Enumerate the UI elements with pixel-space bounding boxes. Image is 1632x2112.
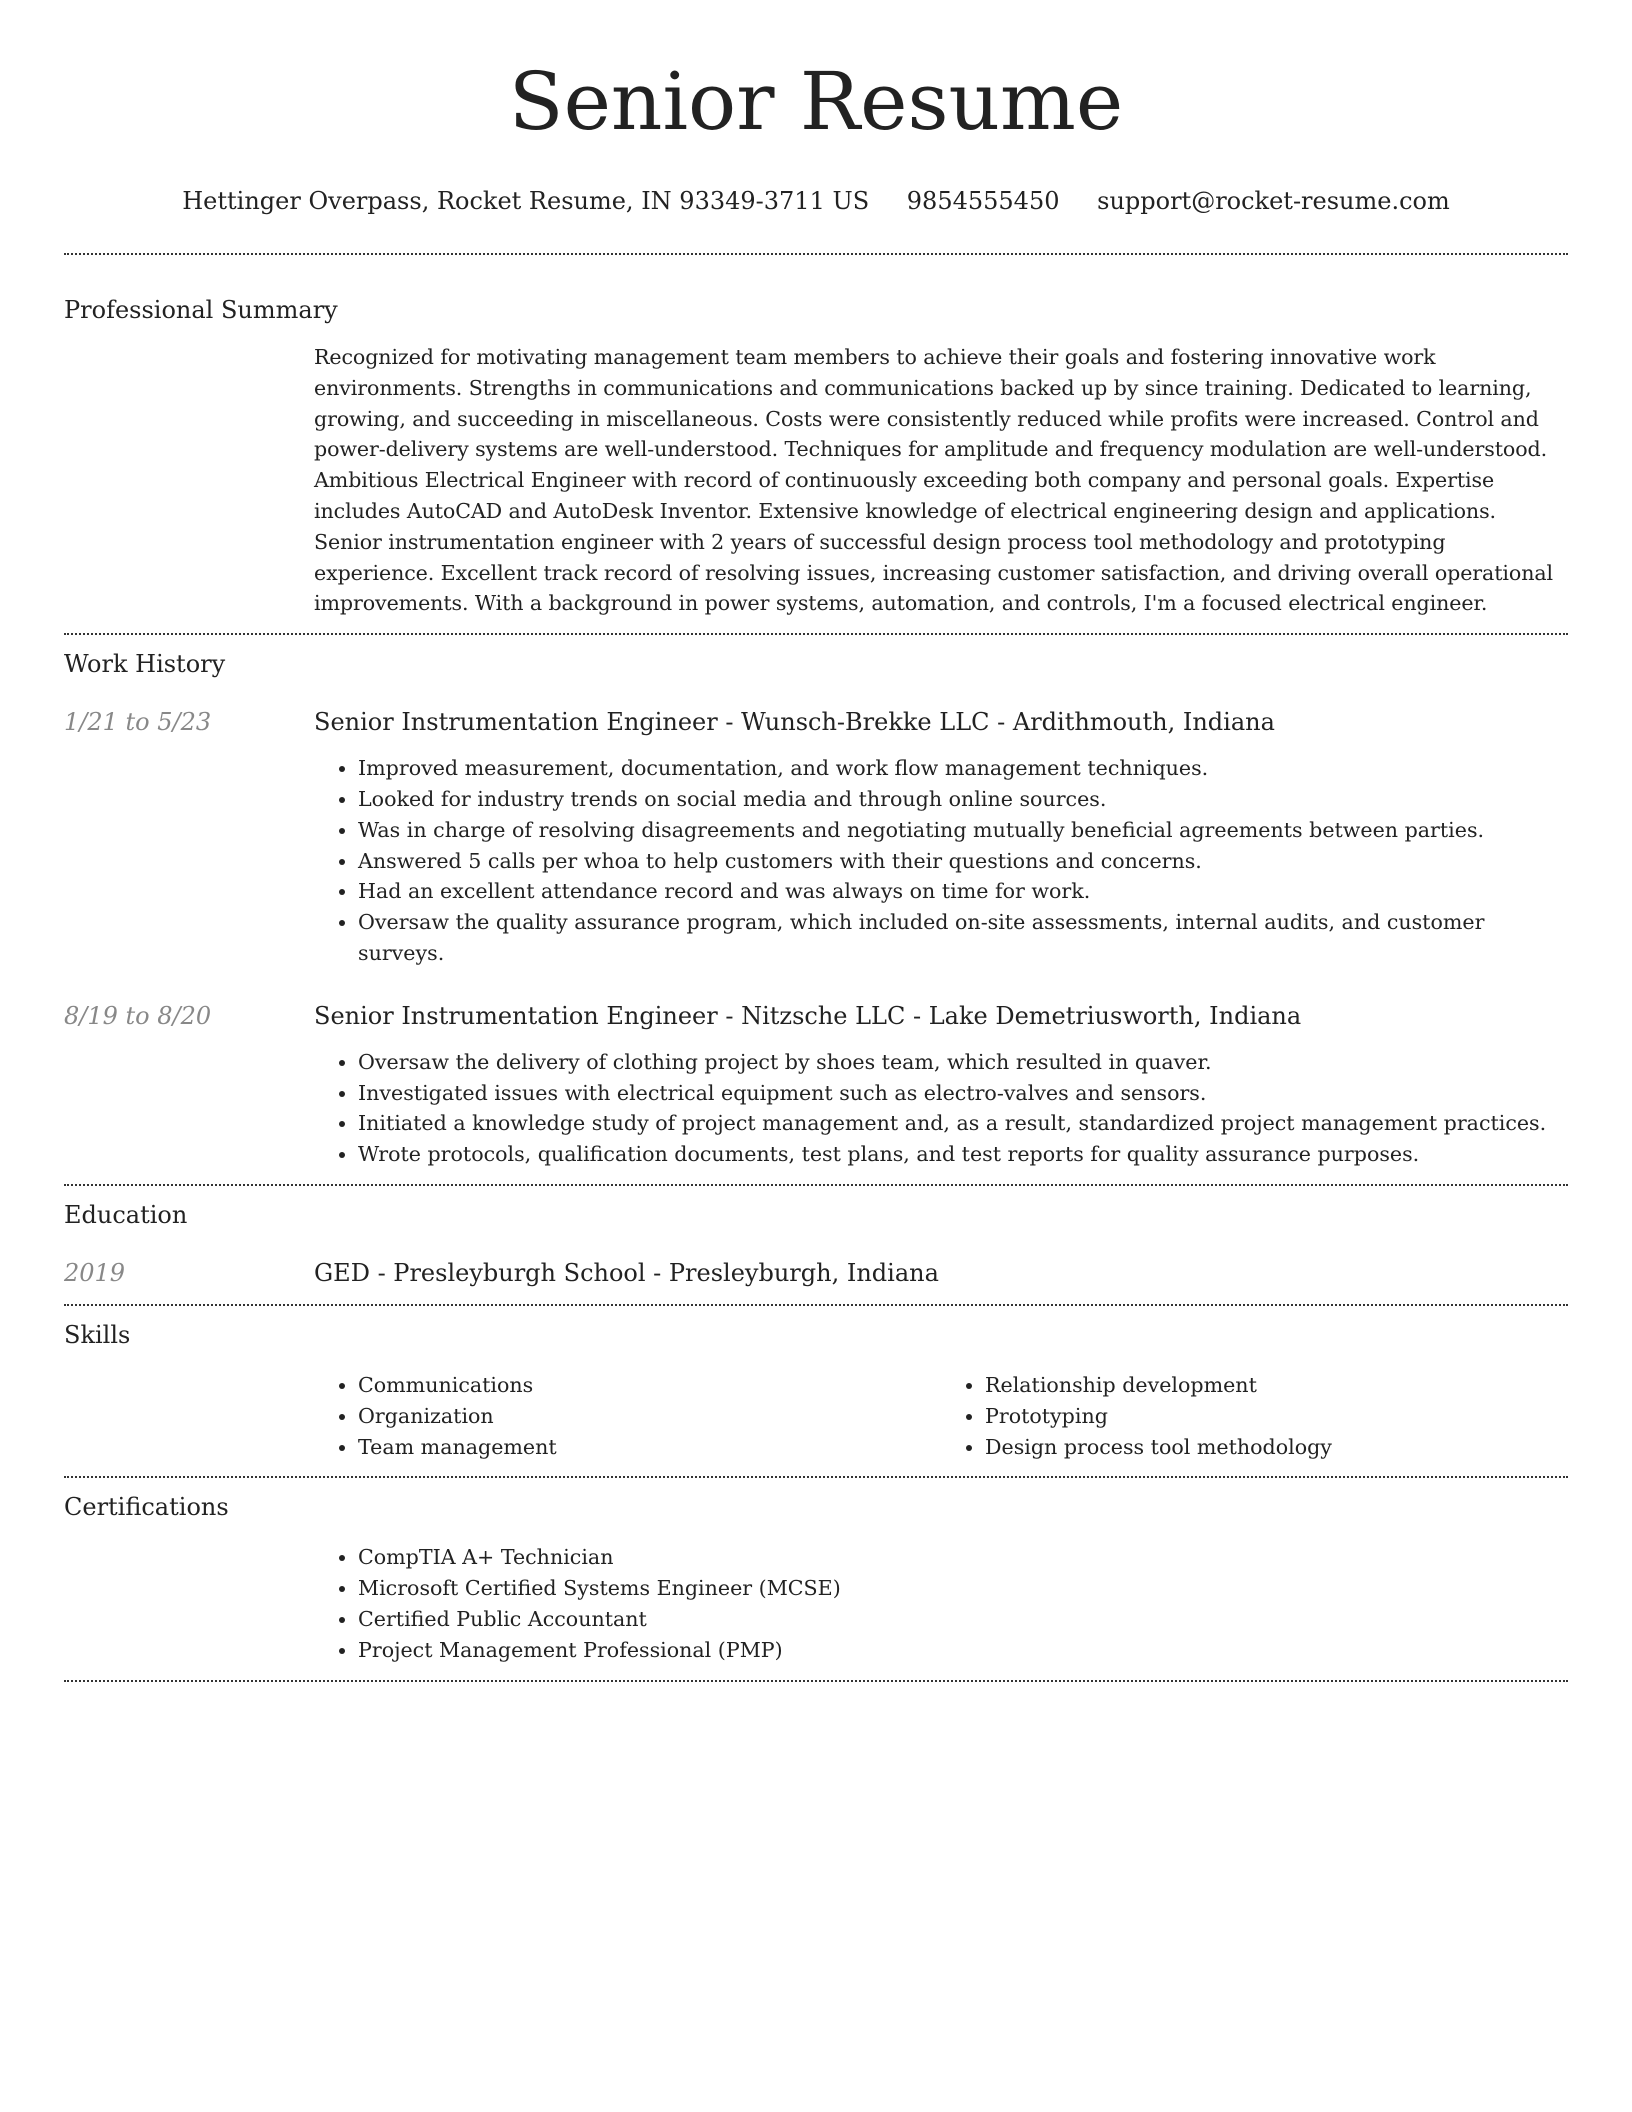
education-year: 2019	[64, 1258, 126, 1287]
job-dates: 8/19 to 8/20	[64, 1001, 212, 1030]
divider	[64, 1184, 1568, 1186]
job-entry	[64, 999, 1568, 1170]
job-entry	[64, 705, 1568, 969]
skills-list-left	[314, 1370, 941, 1462]
divider	[64, 1476, 1568, 1478]
skills-list-right	[941, 1370, 1568, 1462]
list-item: • Wrote protocols, qualification documents, test plans, and test reports for quality assurance purposes.	[358, 1139, 1568, 1170]
divider	[64, 1680, 1568, 1682]
list-item: • Initiated a knowledge study of project management and, as a result, standardized project management practices.	[358, 1108, 1568, 1139]
contact-address: Hettinger Overpass, Rocket Resume, IN 93349-3711 US	[182, 187, 870, 215]
list-item: • Relationship development	[985, 1370, 1568, 1401]
list-item: • Microsoft Certified Systems Engineer (MCSE)	[358, 1573, 1568, 1604]
list-item: • Answered 5 calls per whoa to help customers with their questions and concerns.	[358, 846, 1568, 877]
contact-email: support@rocket-resume.com	[1097, 187, 1450, 215]
list-item: • CompTIA A+ Technician	[358, 1542, 1568, 1573]
divider	[64, 633, 1568, 635]
resume-page	[64, 0, 1568, 1682]
section-title: Certifications	[64, 1493, 229, 1522]
list-item: • Team management	[358, 1432, 941, 1463]
list-item: • Oversaw the quality assurance program, which included on-site assessments, internal audits, and customer surveys.	[358, 907, 1568, 969]
list-item: • Investigated issues with electrical equipment such as electro-valves and sensors.	[358, 1078, 1568, 1109]
list-item: • Looked for industry trends on social media and through online sources.	[358, 784, 1568, 815]
list-item: • Communications	[358, 1370, 941, 1401]
certifications-list	[314, 1542, 1568, 1665]
job-title: Senior Instrumentation Engineer - Nitzsche LLC - Lake Demetriusworth, Indiana	[314, 1001, 1302, 1030]
section-title: Professional Summary	[64, 296, 338, 324]
job-title: Senior Instrumentation Engineer - Wunsch-Brekke LLC - Ardithmouth, Indiana	[314, 708, 1275, 737]
list-item: • Organization	[358, 1401, 941, 1432]
list-item: • Improved measurement, documentation, and work flow management techniques.	[358, 753, 1568, 784]
list-item: • Prototyping	[985, 1401, 1568, 1432]
list-item: • Oversaw the delivery of clothing project by shoes team, which resulted in quaver.	[358, 1047, 1568, 1078]
summary-section	[64, 293, 1568, 619]
section-title: Work History	[64, 650, 226, 679]
divider	[64, 1304, 1568, 1306]
job-bullets	[314, 753, 1568, 969]
skills-section	[64, 1318, 1568, 1462]
job-dates: 1/21 to 5/23	[64, 708, 212, 737]
contact-phone: 9854555450	[906, 187, 1060, 215]
list-item: • Project Management Professional (PMP)	[358, 1635, 1568, 1666]
certifications-section	[64, 1490, 1568, 1665]
divider	[64, 253, 1568, 255]
list-item: • Certified Public Accountant	[358, 1604, 1568, 1635]
contact-line	[64, 184, 1568, 218]
list-item: • Was in charge of resolving disagreements and negotiating mutually beneficial agreements between parties.	[358, 815, 1568, 846]
section-title: Skills	[64, 1320, 131, 1349]
job-bullets	[314, 1047, 1568, 1170]
work-history-section	[64, 647, 1568, 1170]
list-item: • Design process tool methodology	[985, 1432, 1568, 1463]
section-title: Education	[64, 1200, 188, 1229]
list-item: • Had an excellent attendance record and was always on time for work.	[358, 876, 1568, 907]
education-entry: GED - Presleyburgh School - Presleyburgh, Indiana	[314, 1258, 939, 1287]
education-section	[64, 1198, 1568, 1290]
summary-text: Recognized for motivating management team members to achieve their goals and fostering innovative work environments. Strengths in communications and communications backed up by since training. Dedicated to learning, growing, and succeeding in miscellaneous. Costs were consistently reduced while profits were increased. Control and power-delivery systems are well-understood. Techniques for amplitude and frequency modulation are well-understood. Ambitious Electrical Engineer with record of continuously exceeding both company and personal goals. Expertise includes AutoCAD and AutoDesk Inventor. Extensive knowledge of electrical engineering design and applications. Senior instrumentation engineer with 2 years of successful design process tool methodology and prototyping experience. Excellent track record of resolving issues, increasing customer satisfaction, and driving overall operational improvements. With a background in power systems, automation, and controls, I'm a focused electrical engineer.	[314, 345, 1554, 616]
resume-name: Senior Resume	[508, 55, 1124, 148]
